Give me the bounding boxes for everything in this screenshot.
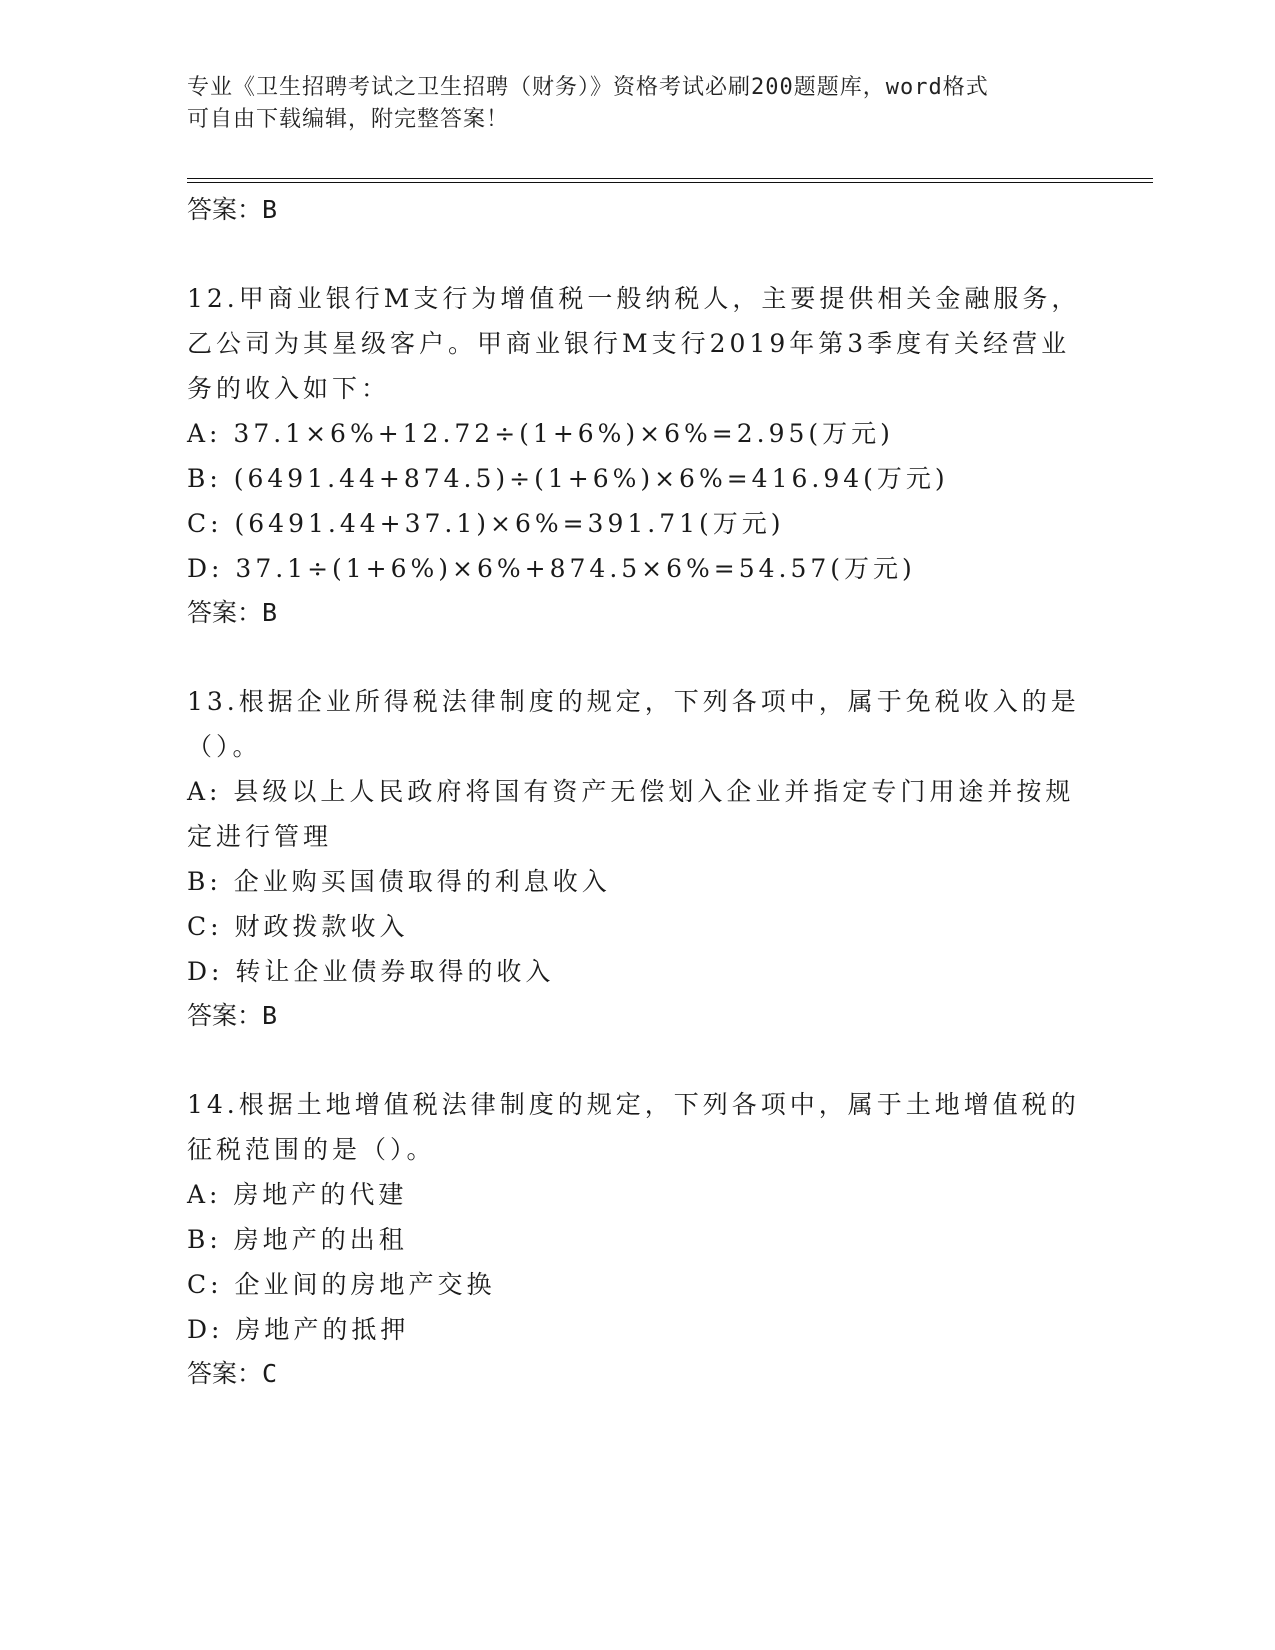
option-c: C: (6491.44+37.1)×6%=391.71(万元)	[187, 509, 785, 538]
option-d: D: 37.1÷(1+6%)×6%+874.5×6%=54.57(万元)	[187, 554, 916, 583]
option-a: A: 县级以上人民政府将国有资产无偿划入企业并指定专门用途并按规	[187, 777, 1075, 806]
question-stem-line: 14.根据土地增值税法律制度的规定，下列各项中，属于土地增值税的	[187, 1090, 1080, 1119]
question-stem-line: 13.根据企业所得税法律制度的规定，下列各项中，属于免税收入的是	[187, 687, 1080, 716]
spacer	[187, 232, 1087, 276]
question-stem-line: 乙公司为其星级客户。甲商业银行M支行2019年第3季度有关经营业	[187, 329, 1071, 358]
answer-line: 答案：B	[187, 1001, 278, 1030]
question-stem-line: 12.甲商业银行M支行为增值税一般纳税人，主要提供相关金融服务，	[187, 284, 1081, 313]
option-c: C: 企业间的房地产交换	[187, 1270, 496, 1299]
option-b: B: 企业购买国债取得的利息收入	[187, 867, 611, 896]
question-stem-line: （）。	[187, 732, 262, 761]
option-a: A: 房地产的代建	[187, 1180, 408, 1209]
option-b: B: (6491.44+874.5)÷(1+6%)×6%=416.94(万元)	[187, 464, 949, 493]
question-12	[187, 276, 1087, 635]
header-line-2: 可自由下载编辑，附完整答案！	[187, 107, 510, 132]
option-d: D: 转让企业债券取得的收入	[187, 957, 555, 986]
spacer	[187, 1038, 1087, 1082]
question-stem-line: 务的收入如下：	[187, 374, 391, 403]
option-c: C: 财政拨款收入	[187, 912, 409, 941]
spacer	[187, 635, 1087, 679]
option-d: D: 房地产的抵押	[187, 1315, 410, 1344]
header-divider	[187, 178, 1153, 183]
option-a-continued: 定进行管理	[187, 822, 333, 851]
question-stem-line: 征税范围的是（）。	[187, 1135, 436, 1164]
document-content	[187, 188, 1087, 1396]
answer-line: 答案：B	[187, 598, 278, 627]
answer-line: 答案：B	[187, 195, 278, 224]
option-b: B: 房地产的出租	[187, 1225, 408, 1254]
option-a: A: 37.1×6%+12.72÷(1+6%)×6%=2.95(万元)	[187, 419, 894, 448]
question-13	[187, 679, 1087, 1038]
question-14	[187, 1082, 1087, 1396]
page-header	[187, 72, 1067, 136]
header-line-1: 专业《卫生招聘考试之卫生招聘（财务）》资格考试必刷200题题库，word格式	[187, 75, 989, 100]
answer-line: 答案：C	[187, 1359, 278, 1388]
